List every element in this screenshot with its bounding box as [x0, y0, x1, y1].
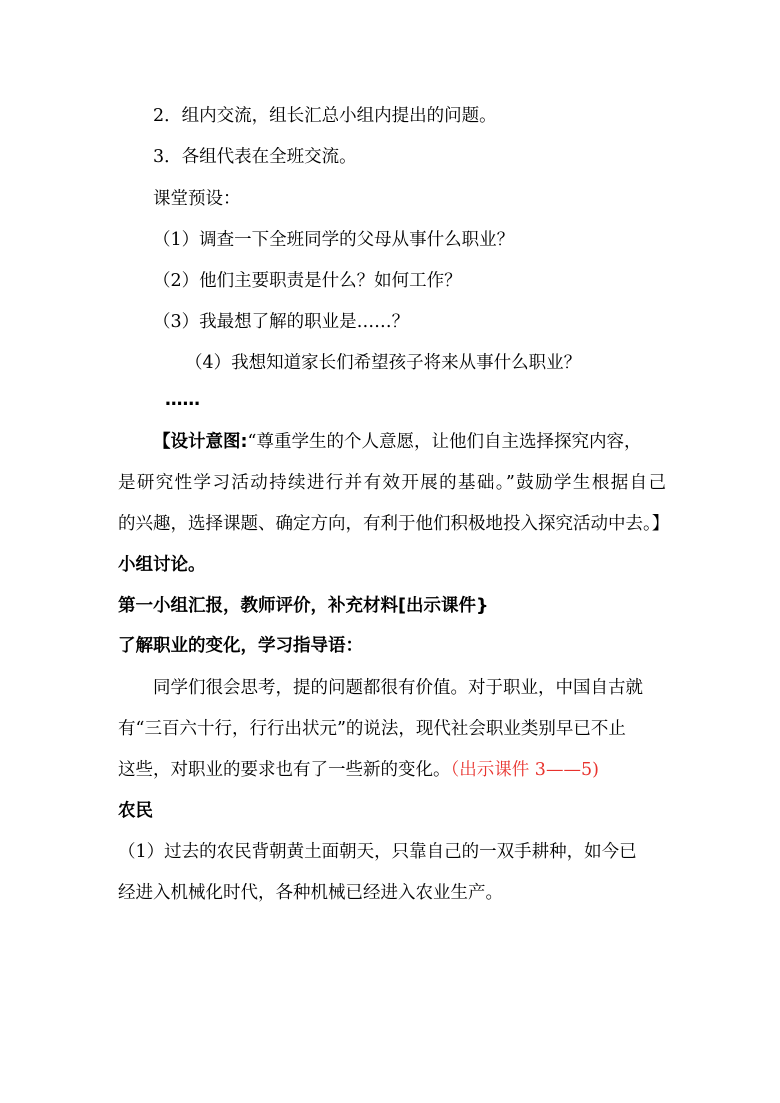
group1-report: 第一小组汇报，教师评价，补充材料[出示课件} [118, 596, 489, 616]
design-intent-line-2: 是研究性学习活动持续进行并有效开展的基础。”鼓励学生根据自己 [118, 473, 666, 493]
design-intent-text-1: “尊重学生的个人意愿，让他们自主选择探究内容， [247, 432, 642, 452]
preset-item-4: （4）我想知道家长们希望孩子将来从事什么职业？ [185, 353, 582, 373]
design-intent-label: 【设计意图: [153, 432, 248, 452]
preset-heading: 课堂预设： [153, 189, 241, 209]
farmer-heading: 农民 [118, 801, 153, 821]
step-3: 3．各组代表在全班交流。 [153, 147, 357, 167]
courseware-reference: （出示课件 3——5) [450, 760, 599, 780]
group-discussion: 小组讨论。 [118, 555, 206, 575]
preset-item-3: （3）我最想了解的职业是……？ [153, 312, 410, 332]
farmer-text-line-2: 经进入机械化时代，各种机械已经进入农业生产。 [118, 883, 503, 903]
career-change-heading: 了解职业的变化，学习指导语： [118, 636, 363, 656]
step-2: 2．组内交流，组长汇总小组内提出的问题。 [153, 106, 497, 126]
guide-text-line-1: 同学们很会思考，提的问题都很有价值。对于职业，中国自古就 [153, 678, 643, 698]
guide-text-line-3 [118, 758, 599, 782]
ellipsis: …… [165, 390, 200, 410]
design-intent-line-3: 的兴趣，选择课题、确定方向，有利于他们积极地投入探究活动中去。】 [118, 514, 670, 534]
design-intent-line-1 [153, 430, 641, 454]
guide-text-line-3-body: 这些，对职业的要求也有了一些新的变化。 [118, 760, 451, 780]
preset-item-1: （1）调查一下全班同学的父母从事什么职业？ [153, 230, 515, 250]
farmer-text-line-1: （1）过去的农民背朝黄土面朝天，只靠自己的一双手耕种，如今已 [118, 842, 637, 862]
preset-item-2: （2）他们主要职责是什么？如何工作？ [153, 271, 462, 291]
guide-text-line-2: 有“三百六十行，行行出状元”的说法，现代社会职业类别早已不止 [118, 719, 626, 739]
